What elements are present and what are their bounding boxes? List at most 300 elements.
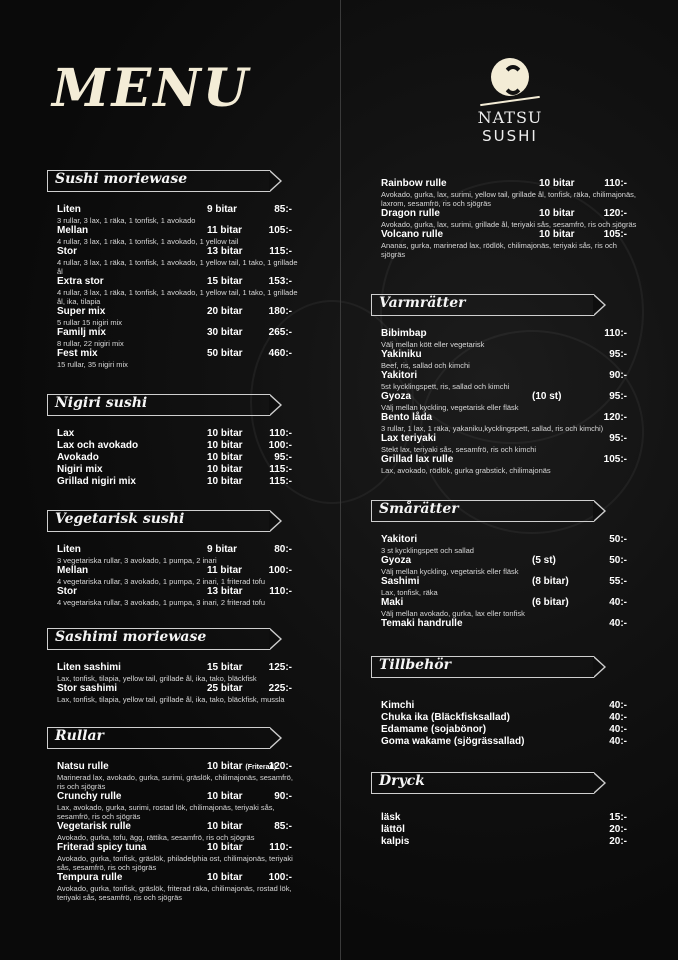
menu-item <box>381 208 637 229</box>
menu-section-dryck <box>371 772 631 848</box>
item-name: Nigiri mix <box>57 464 103 475</box>
item-name: Lax teriyaki <box>381 433 437 444</box>
item-name: läsk <box>381 812 401 823</box>
menu-item <box>57 246 297 276</box>
menu-item <box>57 683 297 704</box>
menu-item-row <box>57 428 297 440</box>
sushi-logo-icon <box>491 58 529 96</box>
item-price: 105:- <box>603 454 627 465</box>
item-name: Friterad spicy tuna <box>57 842 147 853</box>
item-description: Marinerad lax, avokado, gurka, surimi, gräslök, chilimajonäs, sesamfrö, ris och sjögräs <box>57 773 293 791</box>
item-price: 85:- <box>274 204 292 215</box>
menu-item-row <box>381 391 631 403</box>
item-description: 8 rullar, 22 nigiri mix <box>57 339 124 348</box>
item-description: Avokado, gurka, tofu, ägg, rättika, sesamfrö, ris och sjögräs <box>57 833 255 842</box>
item-quantity-text: 10 bitar <box>207 761 243 772</box>
item-name: Bento låda <box>381 412 433 423</box>
menu-item <box>57 586 297 607</box>
menu-item <box>57 440 297 452</box>
item-quantity <box>207 821 243 833</box>
item-price: 120:- <box>603 208 627 219</box>
section-items <box>47 204 297 369</box>
item-quantity-text: 15 bitar <box>207 662 243 673</box>
section-heading-label: Sushi moriewase <box>55 171 188 187</box>
menu-item-row <box>381 736 631 748</box>
menu-item <box>57 204 297 225</box>
item-price: 55:- <box>609 576 627 587</box>
menu-item <box>381 229 631 259</box>
menu-item <box>57 476 297 488</box>
item-name: Lax <box>57 428 75 439</box>
menu-item-row <box>381 370 631 382</box>
item-description: 5 rullar 15 nigiri mix <box>57 318 123 327</box>
menu-item-row <box>381 812 631 824</box>
item-quantity <box>539 178 575 190</box>
section-items <box>371 328 631 475</box>
menu-item-row <box>57 452 297 464</box>
item-quantity-text: 10 bitar <box>207 428 243 439</box>
item-price: 85:- <box>274 821 292 832</box>
menu-item-row <box>381 712 631 724</box>
item-price: 15:- <box>609 812 627 823</box>
menu-item-row <box>57 683 297 695</box>
item-price: 40:- <box>609 597 627 608</box>
menu-item-row <box>57 204 297 216</box>
section-items <box>371 178 637 259</box>
item-price: 40:- <box>609 618 627 629</box>
item-name: lättöl <box>381 824 405 835</box>
item-quantity <box>207 761 276 774</box>
menu-item-row <box>57 476 297 488</box>
item-price: 265:- <box>268 327 292 338</box>
section-heading-label: Varmrätter <box>379 295 466 311</box>
menu-item-row <box>381 836 631 848</box>
item-quantity <box>532 597 569 609</box>
item-price: 105:- <box>603 229 627 240</box>
menu-item <box>381 724 631 736</box>
menu-item-row <box>57 565 297 577</box>
menu-section-sashimi-moriewase <box>47 628 297 704</box>
item-name: Super mix <box>57 306 106 317</box>
menu-item-row <box>57 791 297 803</box>
item-name: Liten <box>57 544 81 555</box>
item-description: Välj mellan kyckling, vegetarisk eller fläsk <box>381 403 519 412</box>
menu-item-row <box>57 276 297 288</box>
menu-item <box>381 736 631 748</box>
menu-item-row <box>57 246 297 258</box>
item-price: 95:- <box>609 391 627 402</box>
item-price: 50:- <box>609 555 627 566</box>
item-description: 4 vegetariska rullar, 3 avokado, 1 pumpa, 2 inari, 1 friterad tofu <box>57 577 266 586</box>
item-quantity <box>207 544 237 556</box>
item-description: Ananas, gurka, marinerad lax, rödlök, chilimajonäs, teriyaki sås, ris och sjögräs <box>381 241 617 259</box>
item-quantity-text: 10 bitar <box>207 476 243 487</box>
item-quantity <box>532 576 569 588</box>
item-name: Tempura rulle <box>57 872 123 883</box>
item-description: 3 st kycklingspett och sallad <box>381 546 474 555</box>
item-quantity-note: (Friterad) <box>245 764 277 771</box>
menu-item-row <box>57 440 297 452</box>
item-description: Lax, tonfisk, tilapia, yellow tail, grillade ål, ika, tako, bläckfisk <box>57 674 257 683</box>
item-description: Avokado, gurka, lax, surimi, yellow tail, grillade ål, tonfisk, räka, chilimajonäs, laxrom, sesamfrö, ris och sjögräs <box>381 190 636 208</box>
item-quantity-text: 10 bitar <box>207 791 243 802</box>
item-price: 40:- <box>609 724 627 735</box>
menu-section-varmrätter <box>371 294 631 475</box>
menu-item <box>381 370 631 391</box>
item-price: 115:- <box>269 246 292 257</box>
item-name: Gyoza <box>381 555 412 566</box>
section-heading-label: Rullar <box>55 728 104 744</box>
section-heading <box>47 727 297 749</box>
menu-item-row <box>381 724 631 736</box>
item-name: Goma wakame (sjögrässallad) <box>381 736 525 747</box>
item-name: Edamame (sojabönor) <box>381 724 487 735</box>
item-description: Välj mellan kött eller vegetarisk <box>381 340 485 349</box>
item-name: Familj mix <box>57 327 106 338</box>
menu-item <box>381 836 631 848</box>
item-price: 95:- <box>609 433 627 444</box>
item-price: 110:- <box>604 178 627 189</box>
menu-item-row <box>57 348 297 360</box>
menu-item <box>57 544 297 565</box>
page-title: MENU <box>52 58 251 119</box>
menu-item-row <box>381 618 631 630</box>
menu-item <box>57 306 297 327</box>
item-name: Lax och avokado <box>57 440 139 451</box>
menu-item-row <box>57 821 297 833</box>
item-name: Grillad nigiri mix <box>57 476 136 487</box>
menu-item <box>57 452 297 464</box>
item-name: Fest mix <box>57 348 98 359</box>
item-quantity <box>207 225 242 237</box>
menu-item-row <box>381 576 631 588</box>
item-price: 120:- <box>603 412 627 423</box>
item-quantity-text: 20 bitar <box>207 306 243 317</box>
item-name: Liten sashimi <box>57 662 121 673</box>
item-price: 20:- <box>609 836 627 847</box>
item-description: 4 rullar, 3 lax, 1 räka, 1 tonfisk, 1 avokado, 1 yellow tail, 1 tako, 1 grillade ål <box>57 258 298 276</box>
item-quantity-text: 50 bitar <box>207 348 243 359</box>
menu-item <box>381 700 631 712</box>
item-name: Avokado <box>57 452 99 463</box>
item-price: 110:- <box>269 428 292 439</box>
item-name: Extra stor <box>57 276 104 287</box>
menu-item-row <box>381 229 631 241</box>
item-quantity-text: 11 bitar <box>207 565 243 576</box>
item-quantity <box>539 229 575 241</box>
item-description: Välj mellan avokado, gurka, lax eller tonfisk <box>381 609 525 618</box>
menu-section-nigiri-sushi <box>47 394 297 488</box>
item-name: Mellan <box>57 225 89 236</box>
item-name: Bibimbap <box>381 328 427 339</box>
item-description: 5st kycklingspett, ris, sallad och kimchi <box>381 382 510 391</box>
restaurant-logo <box>470 58 550 145</box>
menu-item-row <box>381 700 631 712</box>
item-name: Maki <box>381 597 404 608</box>
item-price: 40:- <box>609 736 627 747</box>
item-name: Vegetarisk rulle <box>57 821 131 832</box>
item-quantity-text: 10 bitar <box>539 178 575 189</box>
menu-item-row <box>381 597 631 609</box>
item-name: Volcano rulle <box>381 229 444 240</box>
item-price: 115:- <box>269 464 292 475</box>
item-description: Lax, avokado, rödlök, gurka grabstick, chilimajonäs <box>381 466 551 475</box>
item-name: Stor <box>57 246 77 257</box>
section-items <box>371 700 631 748</box>
menu-item <box>57 464 297 476</box>
menu-item <box>57 348 297 369</box>
item-quantity <box>207 662 243 674</box>
item-price: 110:- <box>604 328 627 339</box>
item-price: 90:- <box>274 791 292 802</box>
section-heading-label: Dryck <box>379 773 425 789</box>
item-name: Yakitori <box>381 370 418 381</box>
item-quantity <box>207 842 243 854</box>
menu-item <box>57 428 297 440</box>
item-description: 3 vegetariska rullar, 3 avokado, 1 pumpa, 2 inari <box>57 556 217 565</box>
item-price: 40:- <box>609 712 627 723</box>
item-quantity-text: 10 bitar <box>207 842 243 853</box>
item-quantity-text: (8 bitar) <box>532 576 569 587</box>
item-name: Kimchi <box>381 700 415 711</box>
section-heading-label: Sashimi moriewase <box>55 629 207 645</box>
item-quantity-text: 9 bitar <box>207 204 238 215</box>
menu-item-row <box>381 349 631 361</box>
item-description: Lax, tonfisk, räka <box>381 588 438 597</box>
menu-section-tillbehör <box>371 656 631 748</box>
menu-item-row <box>57 586 297 598</box>
item-price: 50:- <box>609 534 627 545</box>
menu-item-row <box>57 306 297 318</box>
section-heading-label: Nigiri sushi <box>55 395 148 411</box>
menu-item <box>381 824 631 836</box>
column-divider <box>340 0 341 960</box>
menu-item <box>381 534 631 555</box>
item-quantity-text: 30 bitar <box>207 327 243 338</box>
item-name: Yakitori <box>381 534 418 545</box>
section-heading <box>47 394 297 416</box>
item-quantity-text: 10 bitar <box>207 440 243 451</box>
menu-item <box>57 225 297 246</box>
item-price: 90:- <box>609 370 627 381</box>
section-heading <box>47 170 297 192</box>
item-description: Avokado, gurka, lax, surimi, grillade ål, teriyaki sås, sesamfrö, ris och sjögräs <box>381 220 637 229</box>
item-quantity-text: 10 bitar <box>539 229 575 240</box>
item-name: Natsu rulle <box>57 761 109 772</box>
menu-item-row <box>57 872 297 884</box>
menu-item <box>381 618 631 630</box>
item-quantity <box>207 428 243 440</box>
item-quantity-text: 10 bitar <box>207 821 243 832</box>
section-heading <box>371 294 631 316</box>
section-heading-label: Vegetarisk sushi <box>55 511 185 527</box>
item-description: Beef, ris, sallad och kimchi <box>381 361 470 370</box>
section-heading <box>47 628 297 650</box>
section-heading-label: Smårätter <box>379 501 459 517</box>
section-heading <box>371 656 631 678</box>
item-description: Lax, avokado, gurka, surimi, rostad lök, chilimajonäs, teriyaki sås, sesamfrö, ris och sjögräs <box>57 803 275 821</box>
menu-item-row <box>381 534 631 546</box>
item-price: 100:- <box>268 565 292 576</box>
item-description: 3 rullar, 3 lax, 1 räka, 1 tonfisk, 1 avokado <box>57 216 196 225</box>
item-price: 100:- <box>268 440 292 451</box>
item-quantity <box>207 452 243 464</box>
menu-item <box>381 555 631 576</box>
item-name: Mellan <box>57 565 89 576</box>
menu-section-sushi-moriewase <box>47 170 297 369</box>
section-items <box>371 812 631 848</box>
item-name: Gyoza <box>381 391 412 402</box>
item-price: 120:- <box>268 761 292 772</box>
menu-item <box>57 276 297 306</box>
menu-item <box>381 178 636 208</box>
item-name: kalpis <box>381 836 410 847</box>
item-quantity-text: 11 bitar <box>207 225 243 236</box>
menu-item <box>57 791 297 821</box>
item-quantity-text: 13 bitar <box>207 586 243 597</box>
item-description: 15 rullar, 35 nigiri mix <box>57 360 128 369</box>
item-description: 4 vegetariska rullar, 3 avokado, 1 pumpa, 3 inari, 2 friterad tofu <box>57 598 266 607</box>
menu-section-vegetarisk-sushi <box>47 510 297 607</box>
item-quantity-text: 10 bitar <box>207 872 243 883</box>
item-quantity-text: 10 bitar <box>539 208 575 219</box>
item-description: 3 rullar, 1 lax, 1 räka, yakaniku,kycklingspett, sallad, ris och kimchi) <box>381 424 604 433</box>
item-description: Avokado, gurka, tonfisk, gräslök, philadelphia ost, chilimajonäs, teriyaki sås, sesamfrö, ris och sjögräs <box>57 854 293 872</box>
item-price: 100:- <box>268 872 292 883</box>
item-quantity-text: 9 bitar <box>207 544 238 555</box>
item-quantity-text: (10 st) <box>532 391 562 402</box>
menu-item-row <box>381 555 631 567</box>
section-heading-label: Tillbehör <box>379 657 451 673</box>
item-name: Stor <box>57 586 77 597</box>
menu-item <box>381 576 631 597</box>
item-description: Välj mellan kyckling, vegetarisk eller fläsk <box>381 567 519 576</box>
menu-item-row <box>57 327 297 339</box>
item-quantity <box>207 872 243 884</box>
item-name: Liten <box>57 204 81 215</box>
menu-section-rullar-cont <box>371 178 637 259</box>
menu-item <box>381 454 631 475</box>
item-quantity <box>207 348 243 360</box>
menu-item-row <box>57 662 297 674</box>
menu-item-row <box>381 328 631 340</box>
chopsticks-icon <box>480 96 540 106</box>
item-quantity <box>207 246 243 258</box>
item-quantity-text: 10 bitar <box>207 452 243 463</box>
item-quantity <box>207 327 243 339</box>
item-description: 4 rullar, 3 lax, 1 räka, 1 tonfisk, 1 avokado, 1 yellow tail <box>57 237 239 246</box>
item-quantity <box>532 555 556 567</box>
menu-item <box>381 597 631 618</box>
item-price: 115:- <box>269 476 292 487</box>
menu-item <box>381 391 631 412</box>
item-quantity <box>207 440 243 452</box>
menu-item <box>57 872 297 902</box>
menu-item <box>381 328 631 349</box>
item-price: 153:- <box>268 276 292 287</box>
item-name: Grillad lax rulle <box>381 454 454 465</box>
item-price: 80:- <box>274 544 292 555</box>
item-price: 95:- <box>609 349 627 360</box>
section-items <box>47 662 297 704</box>
menu-item <box>57 761 297 791</box>
item-price: 460:- <box>268 348 292 359</box>
item-quantity <box>539 208 575 220</box>
menu-item-row <box>381 454 631 466</box>
menu-item-row <box>57 544 297 556</box>
item-quantity-text: 25 bitar <box>207 683 243 694</box>
item-quantity-text: 10 bitar <box>207 464 243 475</box>
menu-item-row <box>381 178 631 190</box>
item-name: Yakiniku <box>381 349 422 360</box>
section-items <box>47 428 297 488</box>
item-name: Dragon rulle <box>381 208 440 219</box>
item-price: 95:- <box>274 452 292 463</box>
item-quantity <box>207 586 243 598</box>
menu-item <box>381 433 631 454</box>
menu-item <box>57 821 297 842</box>
menu-item-row <box>381 412 631 424</box>
item-price: 180:- <box>268 306 292 317</box>
item-name: Crunchy rulle <box>57 791 122 802</box>
item-price: 225:- <box>268 683 292 694</box>
item-quantity <box>207 306 243 318</box>
item-quantity <box>207 565 242 577</box>
item-name: Rainbow rulle <box>381 178 447 189</box>
section-heading <box>47 510 297 532</box>
menu-item-row <box>381 208 631 220</box>
item-name: Stor sashimi <box>57 683 118 694</box>
section-items <box>47 761 297 902</box>
item-price: 110:- <box>269 842 292 853</box>
menu-item <box>57 842 297 872</box>
logo-subtitle: SUSHI <box>482 127 538 145</box>
menu-item-row <box>57 225 297 237</box>
menu-section-rullar <box>47 727 297 902</box>
item-price: 40:- <box>609 700 627 711</box>
menu-item <box>381 712 631 724</box>
menu-item-row <box>57 761 297 773</box>
menu-item <box>57 662 297 683</box>
section-items <box>47 544 297 607</box>
item-quantity <box>207 204 237 216</box>
item-quantity <box>207 791 243 803</box>
item-description: 4 rullar, 3 lax, 1 räka, 1 tonfisk, 1 avokado, 1 yellow tail, 1 tako, 1 grillade ål, ika, tilapia <box>57 288 298 306</box>
item-quantity-text: (6 bitar) <box>532 597 569 608</box>
item-quantity <box>207 683 243 695</box>
item-description: Lax, tonfisk, tilapia, yellow tail, grillade ål, ika, tako, bläckfisk, mussla <box>57 695 285 704</box>
item-description: Stekt lax, teriyaki sås, sesamfrö, ris och kimchi <box>381 445 537 454</box>
item-quantity <box>207 276 243 288</box>
item-quantity <box>207 476 243 488</box>
menu-item <box>381 812 631 824</box>
section-items <box>371 534 631 630</box>
menu-item-row <box>381 824 631 836</box>
item-price: 110:- <box>269 586 292 597</box>
item-quantity-text: 13 bitar <box>207 246 243 257</box>
item-name: Temaki handrulle <box>381 618 463 629</box>
item-quantity <box>207 464 243 476</box>
menu-item <box>57 327 297 348</box>
logo-name: NATSU <box>477 108 543 127</box>
section-heading <box>371 772 631 794</box>
menu-item-row <box>57 464 297 476</box>
item-quantity <box>532 391 561 403</box>
item-quantity-text: (5 st) <box>532 555 556 566</box>
menu-item <box>381 412 631 433</box>
section-heading <box>371 500 631 522</box>
menu-item <box>381 349 631 370</box>
